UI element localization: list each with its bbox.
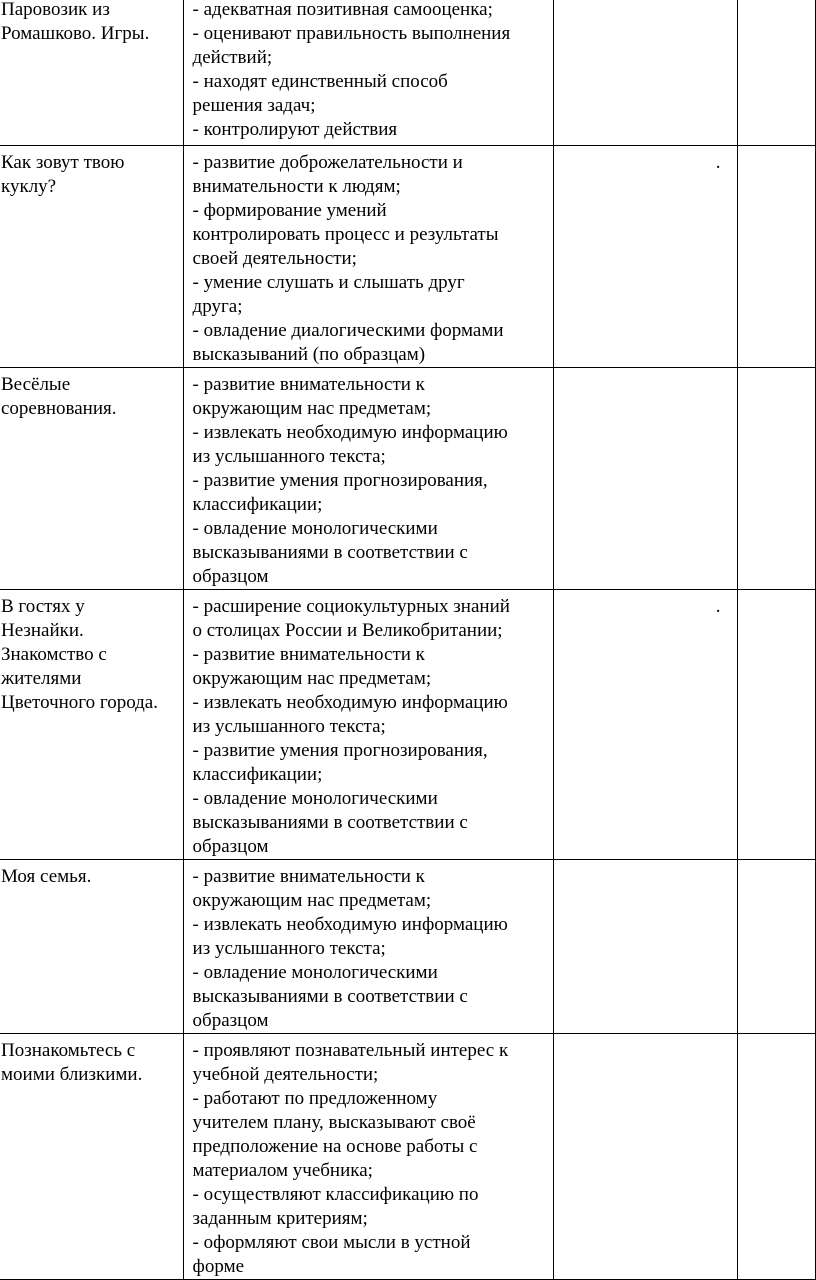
topic-line: Весёлые [1,374,71,395]
empty-cell [737,0,815,146]
empty-cell [737,590,815,860]
mark-cell [553,1034,737,1280]
outcome-line: - извлекать необходимую информацию [192,692,508,713]
outcome-line: - проявляют познавательный интерес к [192,1040,509,1061]
outcome-line: учебной деятельности; [192,1064,379,1085]
mark-cell [553,860,737,1034]
outcome-line: - умение слушать и слышать друг [192,272,465,293]
outcome-line: из услышанного текста; [192,716,386,737]
mark-cell [553,368,737,590]
outcome-line: окружающим нас предметам; [192,890,432,911]
outcome-line: заданным критериям; [192,1208,368,1229]
topic-cell [0,146,183,368]
outcome-line: действий; [192,47,273,68]
topic-line: Паровозик из [1,0,110,20]
topic-line: Цветочного города. [1,692,158,713]
outcomes-cell [183,0,553,146]
outcome-line: - овладение монологическими [192,518,438,539]
outcome-line: - оценивают правильность выполнения [192,23,511,44]
outcomes-cell [183,368,553,590]
table-row [0,590,816,860]
outcome-line: - овладение диалогическими формами [192,320,504,341]
outcome-line: учителем плану, высказывают своё [192,1112,476,1133]
topic-cell [0,860,183,1034]
outcome-line: - развитие умения прогнозирования, [192,740,488,761]
mark-cell [553,146,737,368]
outcome-line: решения задач; [192,95,316,116]
outcome-line: высказываний (по образцам) [192,344,426,365]
outcome-line: материалом учебника; [192,1160,373,1181]
outcome-line: - оформляют свои мысли в устной [192,1232,471,1253]
mark-cell [553,590,737,860]
empty-cell [737,860,815,1034]
topic-line: Незнайки. [1,620,84,641]
outcomes-cell [183,860,553,1034]
outcome-line: - извлекать необходимую информацию [192,422,508,443]
topic-line: куклу? [1,176,57,197]
outcome-line: - контролируют действия [192,119,398,140]
outcome-line: - извлекать необходимую информацию [192,914,508,935]
empty-cell [737,1034,815,1280]
outcome-line: - расширение социокультурных знаний [192,596,510,617]
outcome-line: из услышанного текста; [192,938,386,959]
outcome-line: - развитие внимательности к [192,374,425,395]
outcome-line: образцом [192,566,269,587]
mark-dot: . [715,596,721,617]
empty-cell [737,368,815,590]
outcome-line: - осуществляют классификацию по [192,1184,479,1205]
outcome-line: - находят единственный способ [192,71,448,92]
topic-cell [0,590,183,860]
topic-line: соревнования. [1,398,117,419]
outcome-line: высказываниями в соответствии с [192,542,468,563]
outcome-line: образцом [192,1010,269,1031]
topic-line: Моя семья. [1,866,92,887]
topic-cell [0,0,183,146]
outcomes-cell [183,146,553,368]
outcome-line: - развитие внимательности к [192,644,425,665]
table-row [0,368,816,590]
topic-line: Знакомство с [1,644,107,665]
topic-line: Познакомьтесь с [1,1040,136,1061]
outcome-line: - адекватная позитивная самооценка; [192,0,493,20]
outcome-line: из услышанного текста; [192,446,386,467]
outcome-line: своей деятельности; [192,248,357,269]
outcome-line: - формирование умений [192,200,387,221]
topic-line: Как зовут твою [1,152,125,173]
outcome-line: высказываниями в соответствии с [192,986,468,1007]
outcome-line: - развитие внимательности к [192,866,425,887]
outcome-line: - работают по предложенному [192,1088,438,1109]
topic-line: жителями [1,668,82,689]
topic-cell [0,1034,183,1280]
outcome-line: классификации; [192,764,323,785]
topic-cell [0,368,183,590]
outcome-line: внимательности к людям; [192,176,401,197]
topic-line: Ромашково. Игры. [1,23,150,44]
outcome-line: окружающим нас предметам; [192,668,432,689]
outcome-line: контролировать процесс и результаты [192,224,499,245]
outcome-line: классификации; [192,494,323,515]
outcomes-cell [183,1034,553,1280]
outcome-line: - овладение монологическими [192,788,438,809]
empty-cell [737,146,815,368]
outcome-line: предположение на основе работы с [192,1136,478,1157]
outcomes-cell [183,590,553,860]
table-row [0,0,816,146]
outcome-line: о столицах России и Великобритании; [192,620,503,641]
outcome-line: друга; [192,296,243,317]
topic-line: моими близкими. [1,1064,143,1085]
outcome-line: - развитие доброжелательности и [192,152,463,173]
outcome-line: форме [192,1256,245,1277]
table-row [0,1034,816,1280]
outcome-line: окружающим нас предметам; [192,398,432,419]
outcome-line: - развитие умения прогнозирования, [192,470,488,491]
outcome-line: высказываниями в соответствии с [192,812,468,833]
outcome-line: образцом [192,836,269,857]
table-row [0,860,816,1034]
topic-line: В гостях у [1,596,85,617]
table-row [0,146,816,368]
outcome-line: - овладение монологическими [192,962,438,983]
mark-dot: . [715,152,721,173]
mark-cell [553,0,737,146]
